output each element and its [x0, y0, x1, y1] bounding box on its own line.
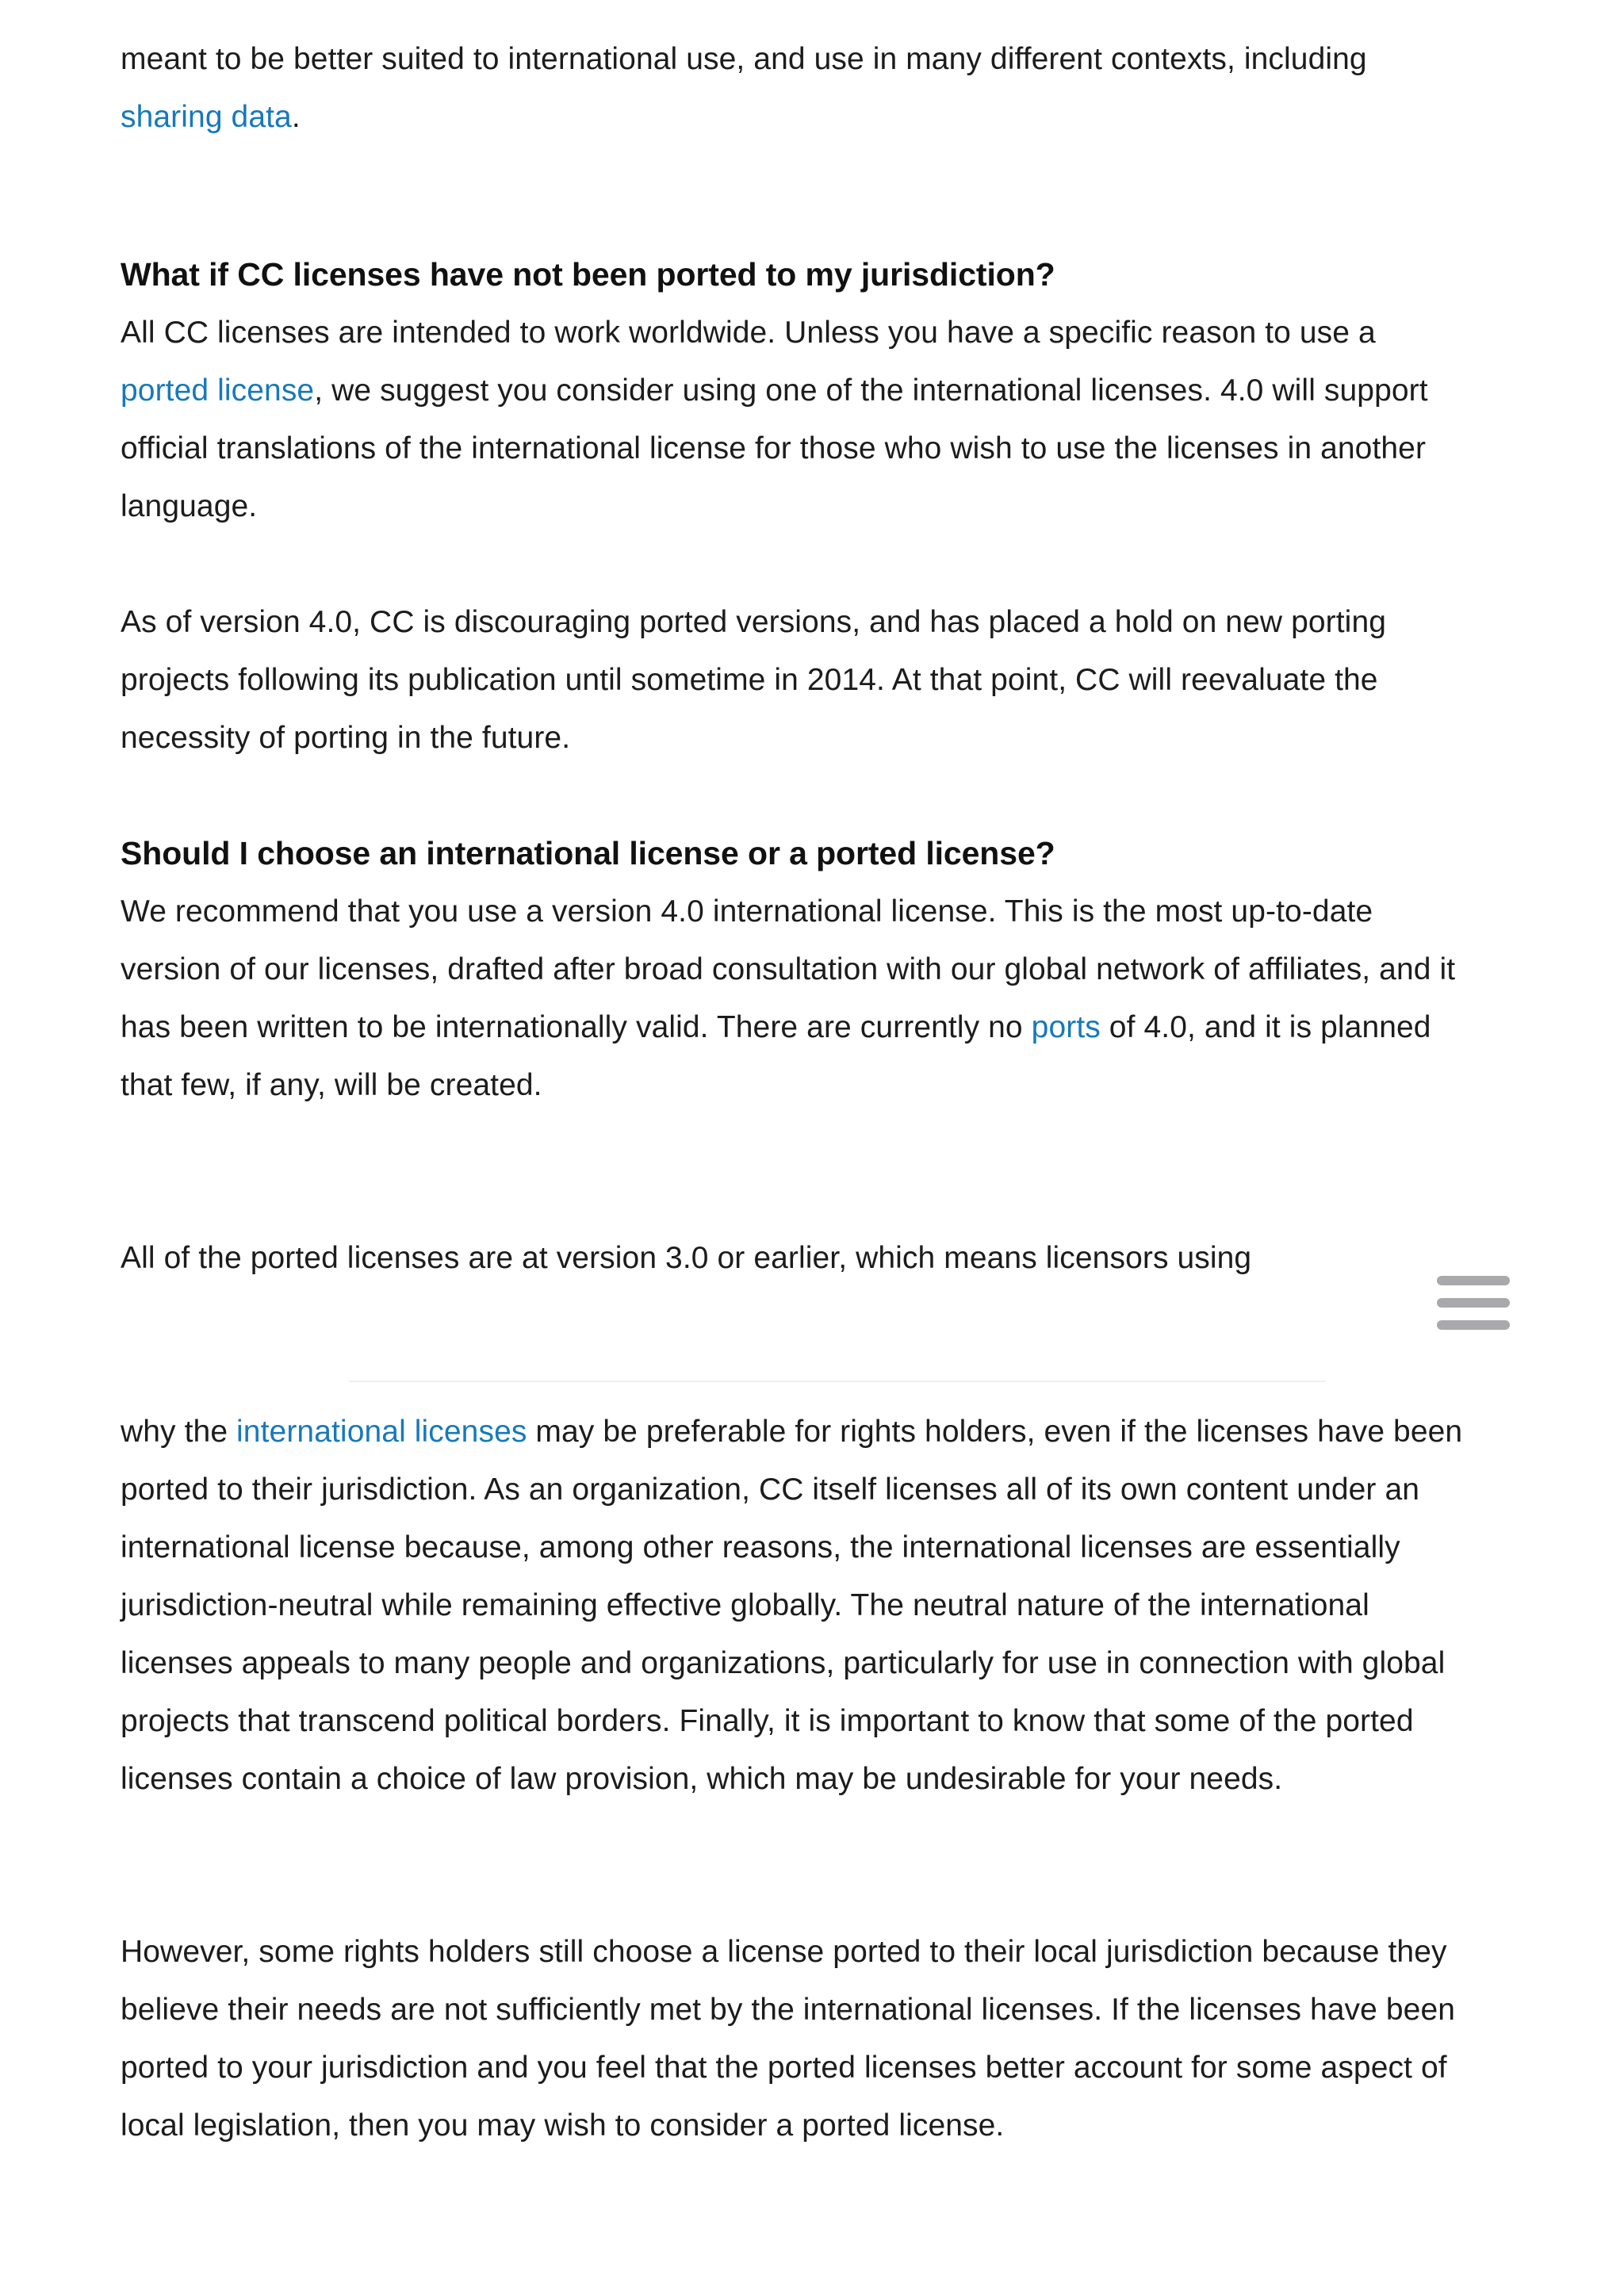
hamburger-menu-icon[interactable] [1437, 1276, 1510, 1330]
paragraph-1-lead: All CC licenses are intended to work worldwide. Unless you have a specific reason to use a [121, 316, 1376, 350]
link-international-licenses[interactable]: international licenses [236, 1415, 527, 1449]
section-1-paragraph-2-block [121, 593, 1469, 767]
link-ported-license[interactable]: ported license [121, 373, 315, 408]
section-1-heading-block [121, 246, 1469, 304]
link-ports[interactable]: ports [1031, 1010, 1101, 1044]
heading-what-if-cc-licenses-not-ported: What if CC licenses have not been ported to my jurisdiction? [121, 256, 1055, 293]
section-2-paragraph-3-block [121, 1403, 1469, 1808]
link-sharing-data[interactable]: sharing data [121, 100, 292, 134]
section-divider [349, 1381, 1326, 1382]
paragraph-intro [121, 30, 1469, 146]
paragraph-why-the-international-licenses [121, 1403, 1469, 1808]
paragraph-5-lead: why the [121, 1415, 237, 1449]
heading-should-i-choose-international-or-ported: Should I choose an international license or a ported license? [121, 835, 1055, 871]
section-2-paragraph-4-block [121, 1923, 1469, 2154]
paragraph-however-some-rights-holders: However, some rights holders still choose a license ported to their local jurisdiction because they believe their needs are not sufficiently met by the international licenses. If the licenses have been ported to your jurisdiction and you feel that the ported licenses better account for some aspect of local legislation, then you may wish to consider a ported license. [121, 1935, 1456, 2143]
paragraph-5-tail: may be preferable for rights holders, even if the licenses have been ported to their jurisdiction. As an organization, CC itself licenses all of its own content under an international license because, among other reasons, the international licenses are essentially jurisdiction-neutral while remaining effective globally. The neutral nature of the international licenses appeals to many people and organizations, particularly for use in connection with global projects that transcend political borders. Finally, it is important to know that some of the ported licenses contain a choice of law provision, which may be undesirable for your needs. [121, 1415, 1463, 1796]
paragraph-all-of-the-ported-licenses: All of the ported licenses are at version 3.0 or earlier, which means licensors using [121, 1241, 1252, 1275]
paragraph-we-recommend [121, 883, 1469, 1114]
section-2-heading-block [121, 825, 1469, 883]
section-1-paragraph-1-block [121, 304, 1469, 535]
section-2-paragraph-2-block [121, 1229, 1469, 1287]
paragraph-3-tail: of 4.0, and it is planned that few, if any, will be created. [121, 1010, 1431, 1102]
paragraph-3-lead: We recommend that you use a version 4.0 international license. This is the most up-to-date version of our licenses, drafted after broad consultation with our global network of affiliates, and it has been written to be internationally valid. There are currently no [121, 894, 1456, 1044]
section-2-paragraph-1-block [121, 883, 1469, 1114]
intro-paragraph-block [121, 30, 1469, 146]
paragraph-intro-tail: . [291, 100, 301, 134]
paragraph-as-of-version-4: As of version 4.0, CC is discouraging ported versions, and has placed a hold on new porting projects following its publication until sometime in 2014. At that point, CC will reevaluate the necessity of porting in the future. [121, 605, 1387, 755]
hamburger-bar-bottom [1437, 1320, 1510, 1330]
paragraph-all-cc-licenses [121, 304, 1469, 535]
paragraph-1-tail: , we suggest you consider using one of the international licenses. 4.0 will support official translations of the international license for those who wish to use the licenses in another language. [121, 373, 1428, 523]
paragraph-intro-lead: meant to be better suited to international use, and use in many different contexts, including [121, 42, 1367, 76]
hamburger-bar-top [1437, 1276, 1510, 1285]
hamburger-bar-middle [1437, 1298, 1510, 1308]
